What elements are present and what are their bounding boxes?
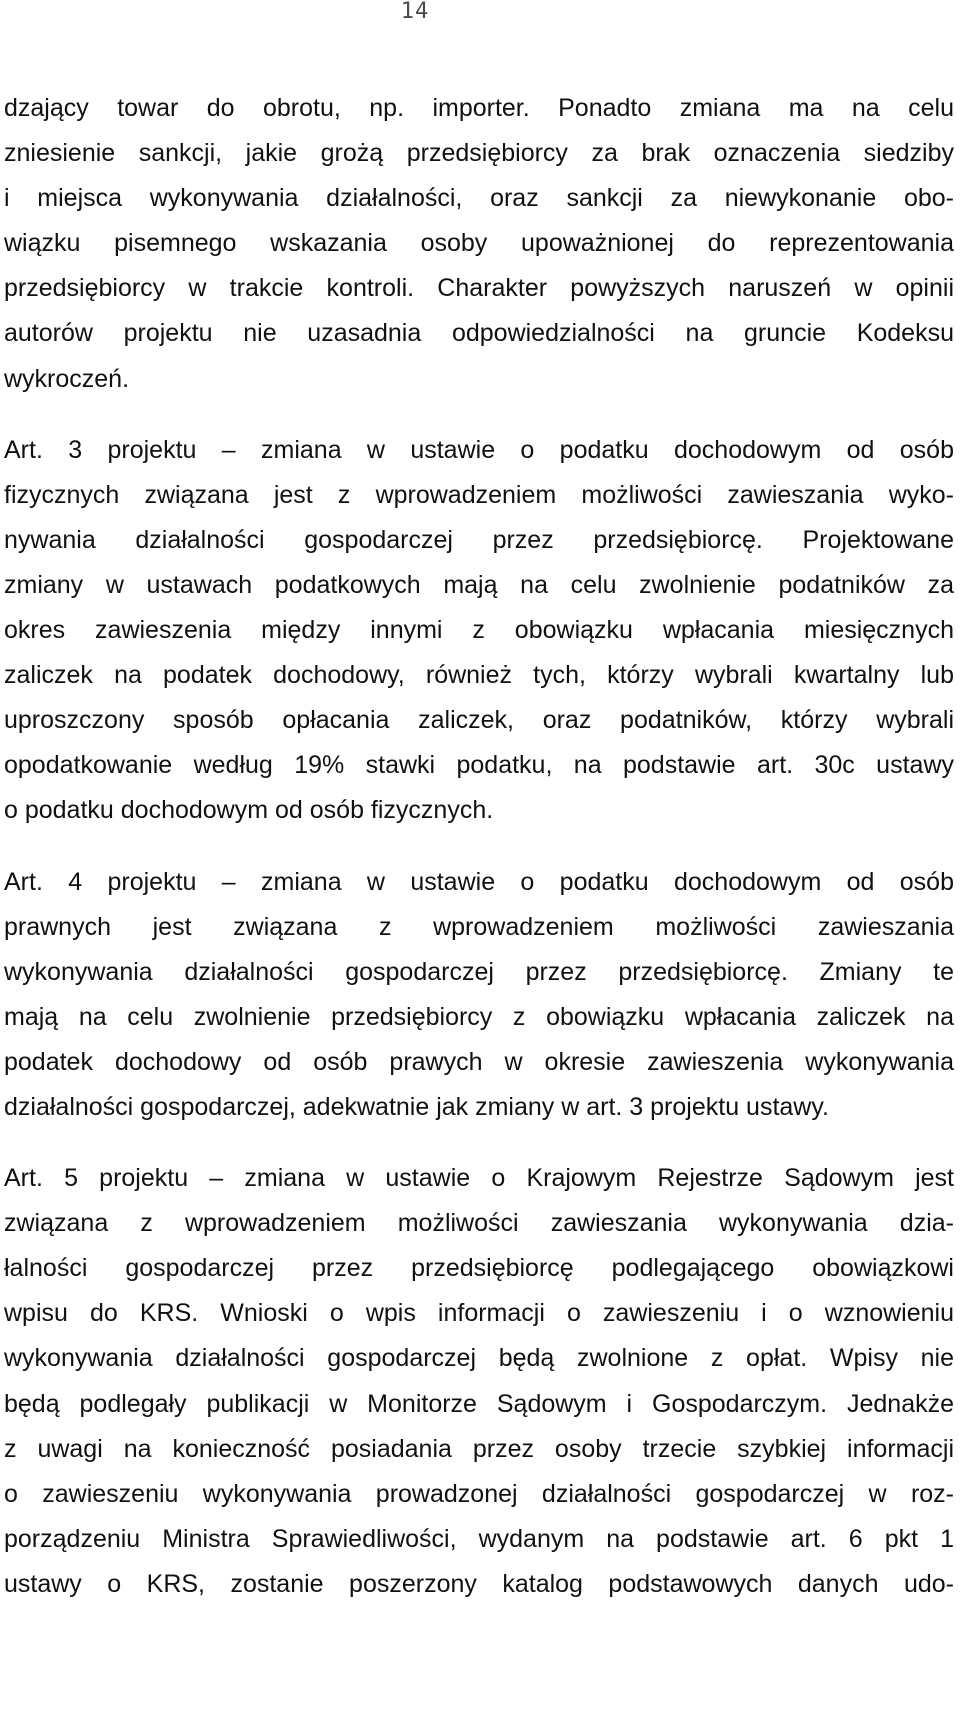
text-line: uproszczony sposób opłacania zaliczek, oraz podatników, którzy wybrali <box>4 706 954 735</box>
text-line: będą podlegały publikacji w Monitorze Sądowym i Gospodarczym. Jednakże <box>4 1389 954 1418</box>
text-line: wpisu do KRS. Wnioski o wpis informacji o zawieszeniu i o wznowieniu <box>4 1299 954 1328</box>
text-line: o podatku dochodowym od osób fizycznych. <box>4 796 494 825</box>
text-line: i miejsca wykonywania działalności, oraz sankcji za niewykonanie obo- <box>4 184 954 213</box>
text-line: związana z wprowadzeniem możliwości zawieszania wykonywania dzia- <box>4 1209 954 1238</box>
paragraph-art-4 <box>0 860 960 1131</box>
paragraph-art-5 <box>0 1156 960 1607</box>
paragraph-intro-sanctions <box>0 86 960 402</box>
text-line: mają na celu zwolnienie przedsiębiorcy z obowiązku wpłacania zaliczek na <box>4 1002 954 1031</box>
text-line: prawnych jest związana z wprowadzeniem możliwości zawieszania <box>4 912 954 941</box>
text-line: Art. 5 projektu – zmiana w ustawie o Krajowym Rejestrze Sądowym jest <box>4 1164 954 1193</box>
text-line: nywania działalności gospodarczej przez przedsiębiorcę. Projektowane <box>4 525 954 554</box>
text-line: przedsiębiorcy w trakcie kontroli. Charakter powyższych naruszeń w opinii <box>4 274 954 303</box>
text-line: łalności gospodarczej przez przedsiębiorcę podlegającego obowiązkowi <box>4 1254 954 1283</box>
text-line: autorów projektu nie uzasadnia odpowiedzialności na gruncie Kodeksu <box>4 319 954 348</box>
text-line: ustawy o KRS, zostanie poszerzony katalog podstawowych danych udo- <box>4 1569 954 1598</box>
text-line: podatek dochodowy od osób prawych w okresie zawieszenia wykonywania <box>4 1047 954 1076</box>
document-body <box>0 86 960 1607</box>
text-line: okres zawieszenia między innymi z obowiązku wpłacania miesięcznych <box>4 616 954 645</box>
text-line: Art. 4 projektu – zmiana w ustawie o podatku dochodowym od osób <box>4 867 954 896</box>
text-line: działalności gospodarczej, adekwatnie jak zmiany w art. 3 projektu ustawy. <box>4 1092 829 1121</box>
text-line: o zawieszeniu wykonywania prowadzonej działalności gospodarczej w roz- <box>4 1479 954 1508</box>
text-line: zaliczek na podatek dochodowy, również tych, którzy wybrali kwartalny lub <box>4 661 954 690</box>
text-line: zniesienie sankcji, jakie grożą przedsiębiorcy za brak oznaczenia siedziby <box>4 139 954 168</box>
text-line: z uwagi na konieczność posiadania przez osoby trzecie szybkiej informacji <box>4 1434 954 1463</box>
text-line: wykonywania działalności gospodarczej będą zwolnione z opłat. Wpisy nie <box>4 1344 954 1373</box>
text-line: wykonywania działalności gospodarczej przez przedsiębiorcę. Zmiany te <box>4 957 954 986</box>
text-line: dzający towar do obrotu, np. importer. Ponadto zmiana ma na celu <box>4 94 954 122</box>
paragraph-art-3 <box>0 428 960 834</box>
text-line: opodatkowanie według 19% stawki podatku, na podstawie art. 30c ustawy <box>4 751 954 780</box>
text-line: porządzeniu Ministra Sprawiedliwości, wydanym na podstawie art. 6 pkt 1 <box>4 1524 954 1553</box>
page-number: 14 <box>400 0 430 24</box>
text-line: Art. 3 projektu – zmiana w ustawie o podatku dochodowym od osób <box>4 435 954 464</box>
text-line: fizycznych związana jest z wprowadzeniem możliwości zawieszania wyko- <box>4 480 954 509</box>
text-line: zmiany w ustawach podatkowych mają na celu zwolnienie podatników za <box>4 570 954 599</box>
text-line: wiązku pisemnego wskazania osoby upoważnionej do reprezentowania <box>4 229 954 258</box>
text-line: wykroczeń. <box>4 364 130 393</box>
